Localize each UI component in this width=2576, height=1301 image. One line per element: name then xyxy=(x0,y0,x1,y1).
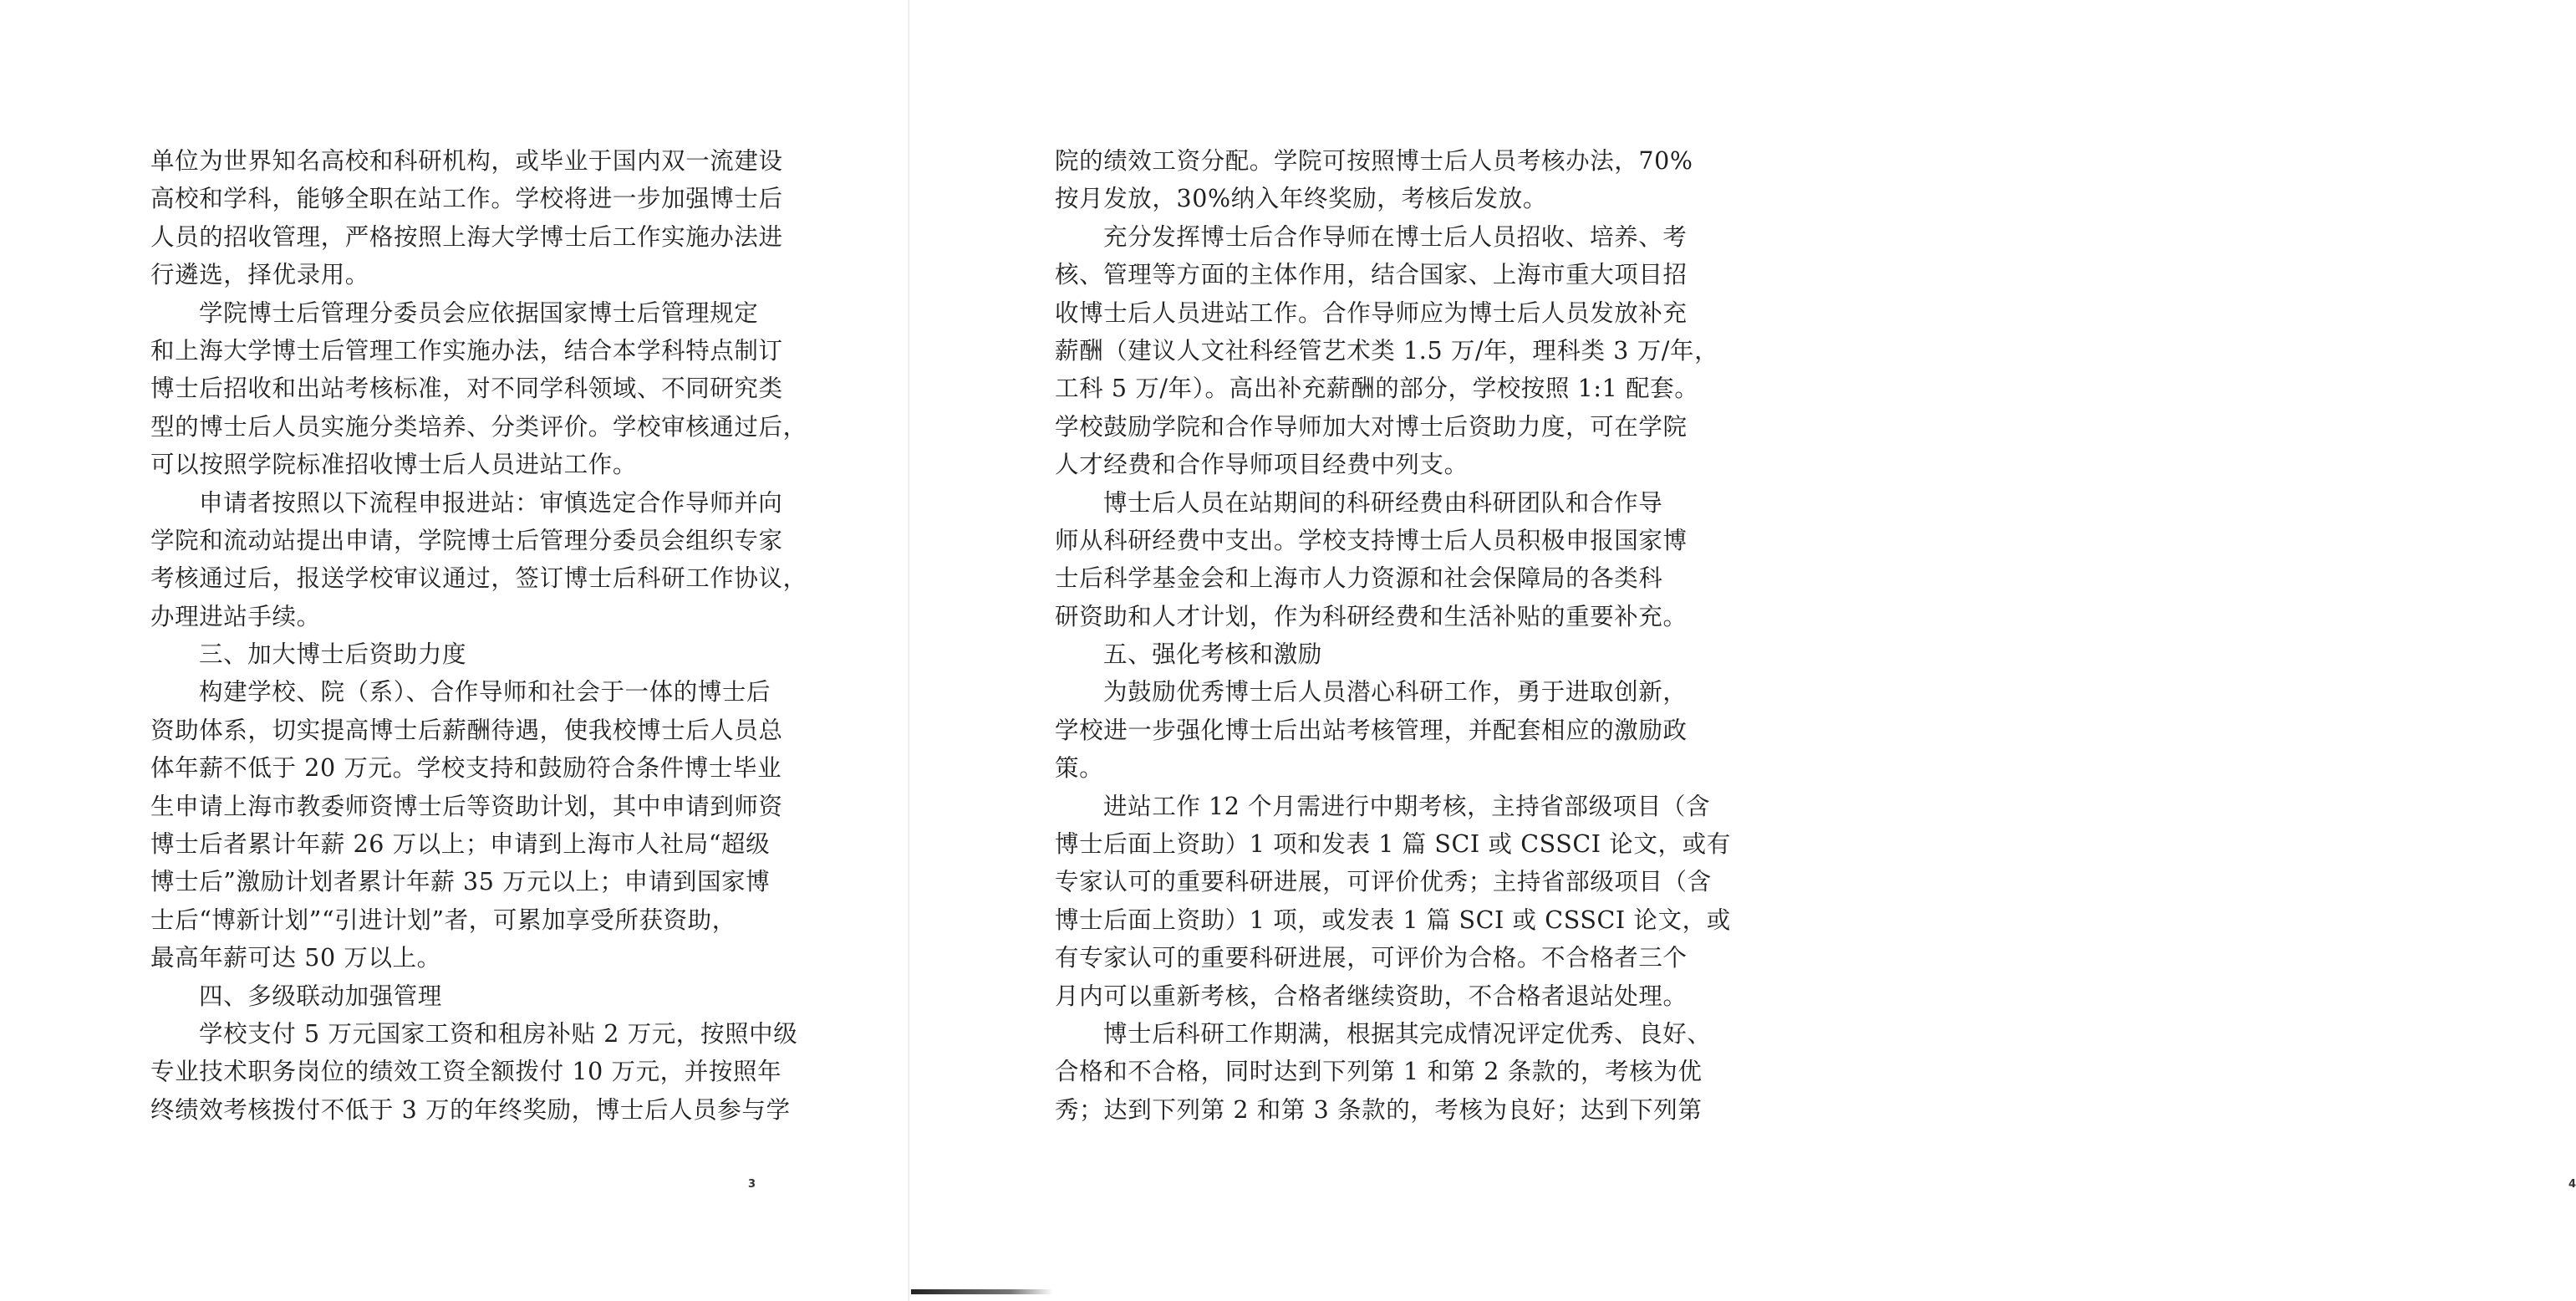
text-line: 秀；达到下列第 2 和第 3 条款的，考核为良好；达到下列第 xyxy=(1055,1095,1703,1124)
text-line: 学校支付 5 万元国家工资和租房补贴 2 万元，按照中级 xyxy=(199,1019,798,1048)
text-line: 博士后面上资助）1 项，或发表 1 篇 SCI 或 CSSCI 论文，或 xyxy=(1055,906,1731,934)
text-line: 工科 5 万/年）。高出补充薪酬的部分，学校按照 1:1 配套。 xyxy=(1055,375,1699,403)
section-heading: 五、强化考核和激励 xyxy=(1103,640,1322,669)
text-line: 博士后招收和出站考核标准，对不同学科领域、不同研究类 xyxy=(150,375,783,403)
text-line: 型的博士后人员实施分类培养、分类评价。学校审核通过后， xyxy=(150,412,807,441)
text-line: 生申请上海市教委师资博士后等资助计划，其中申请到师资 xyxy=(150,792,783,820)
text-line: 充分发挥博士后合作导师在博士后人员招收、培养、考 xyxy=(1103,222,1688,251)
text-line: 终绩效考核拨付不低于 3 万的年终奖励，博士后人员参与学 xyxy=(150,1095,791,1124)
text-line: 考核通过后，报送学校审议通过，签订博士后科研工作协议， xyxy=(150,564,807,593)
text-line: 研资助和人才计划，作为科研经费和生活补贴的重要补充。 xyxy=(1055,602,1688,630)
text-line: 进站工作 12 个月需进行中期考核，主持省部级项目（含 xyxy=(1103,792,1711,820)
text-line: 最高年薪可达 50 万以上。 xyxy=(150,944,441,972)
right-page-text xyxy=(1055,142,1731,1129)
text-line: 办理进站手续。 xyxy=(150,602,321,630)
text-line: 学校鼓励学院和合作导师加大对博士后资助力度，可在学院 xyxy=(1055,412,1688,441)
text-line: 资助体系，切实提高博士后薪酬待遇，使我校博士后人员总 xyxy=(150,716,783,744)
text-line: 学院博士后管理分委员会应依据国家博士后管理规定 xyxy=(199,298,759,327)
text-line: 为鼓励优秀博士后人员潜心科研工作，勇于进取创新， xyxy=(1103,678,1688,707)
text-line: 体年薪不低于 20 万元。学校支持和鼓励符合条件博士毕业 xyxy=(150,754,782,783)
text-line: 院的绩效工资分配。学院可按照博士后人员考核办法，70% xyxy=(1055,147,1693,175)
text-line: 策。 xyxy=(1055,754,1104,783)
text-line: 月内可以重新考核，合格者继续资助，不合格者退站处理。 xyxy=(1055,982,1688,1010)
page-number: 3 xyxy=(748,1178,756,1191)
left-page-text xyxy=(150,142,807,1129)
text-line: 核、管理等方面的主体作用，结合国家、上海市重大项目招 xyxy=(1055,261,1688,289)
text-line: 博士后者累计年薪 26 万以上；申请到上海市人社局“超级 xyxy=(150,830,771,859)
text-line: 人员的招收管理，严格按照上海大学博士后工作实施办法进 xyxy=(150,222,783,251)
left-page xyxy=(0,0,909,1301)
text-line: 有专家认可的重要科研进展，可评价为合格。不合格者三个 xyxy=(1055,944,1688,972)
section-heading: 三、加大博士后资助力度 xyxy=(199,640,467,669)
text-line: 学院和流动站提出申请，学院博士后管理分委员会组织专家 xyxy=(150,526,783,554)
text-line: 专家认可的重要科研进展，可评价优秀；主持省部级项目（含 xyxy=(1055,868,1712,896)
text-line: 专业技术职务岗位的绩效工资全额拨付 10 万元，并按照年 xyxy=(150,1058,782,1086)
text-line: 博士后”激励计划者累计年薪 35 万元以上；申请到国家博 xyxy=(150,868,771,896)
text-line: 可以按照学院标准招收博士后人员进站工作。 xyxy=(150,451,638,479)
text-line: 申请者按照以下流程申报进站：审慎选定合作导师并向 xyxy=(199,488,783,517)
scan-edge-shadow xyxy=(911,1289,1053,1294)
text-line: 收博士后人员进站工作。合作导师应为博士后人员发放补充 xyxy=(1055,298,1688,327)
text-line: 师从科研经费中支出。学校支持博士后人员积极申报国家博 xyxy=(1055,526,1688,554)
text-line: 行遴选，择优录用。 xyxy=(150,261,369,289)
text-line: 构建学校、院（系）、合作导师和社会于一体的博士后 xyxy=(199,678,771,707)
page-number: 4 xyxy=(2568,1178,2576,1191)
text-line: 士后“博新计划”“引进计划”者，可累加享受所获资助， xyxy=(150,906,736,934)
text-line: 高校和学科，能够全职在站工作。学校将进一步加强博士后 xyxy=(150,185,783,213)
text-line: 和上海大学博士后管理工作实施办法，结合本学科特点制订 xyxy=(150,336,783,365)
text-line: 学校进一步强化博士后出站考核管理，并配套相应的激励政 xyxy=(1055,716,1688,744)
text-line: 合格和不合格，同时达到下列第 1 和第 2 条款的，考核为优 xyxy=(1055,1058,1703,1086)
text-line: 博士后科研工作期满，根据其完成情况评定优秀、良好、 xyxy=(1103,1019,1712,1048)
text-line: 博士后面上资助）1 项和发表 1 篇 SCI 或 CSSCI 论文，或有 xyxy=(1055,830,1731,859)
text-line: 单位为世界知名高校和科研机构，或毕业于国内双一流建设 xyxy=(150,147,783,175)
text-line: 博士后人员在站期间的科研经费由科研团队和合作导 xyxy=(1103,488,1663,517)
text-line: 人才经费和合作导师项目经费中列支。 xyxy=(1055,451,1469,479)
text-line: 按月发放，30%纳入年终奖励，考核后发放。 xyxy=(1055,185,1547,213)
section-heading: 四、多级联动加强管理 xyxy=(199,982,443,1010)
text-line: 士后科学基金会和上海市人力资源和社会保障局的各类科 xyxy=(1055,564,1663,593)
text-line: 薪酬（建议人文社科经管艺术类 1.5 万/年，理科类 3 万/年， xyxy=(1055,336,1719,365)
